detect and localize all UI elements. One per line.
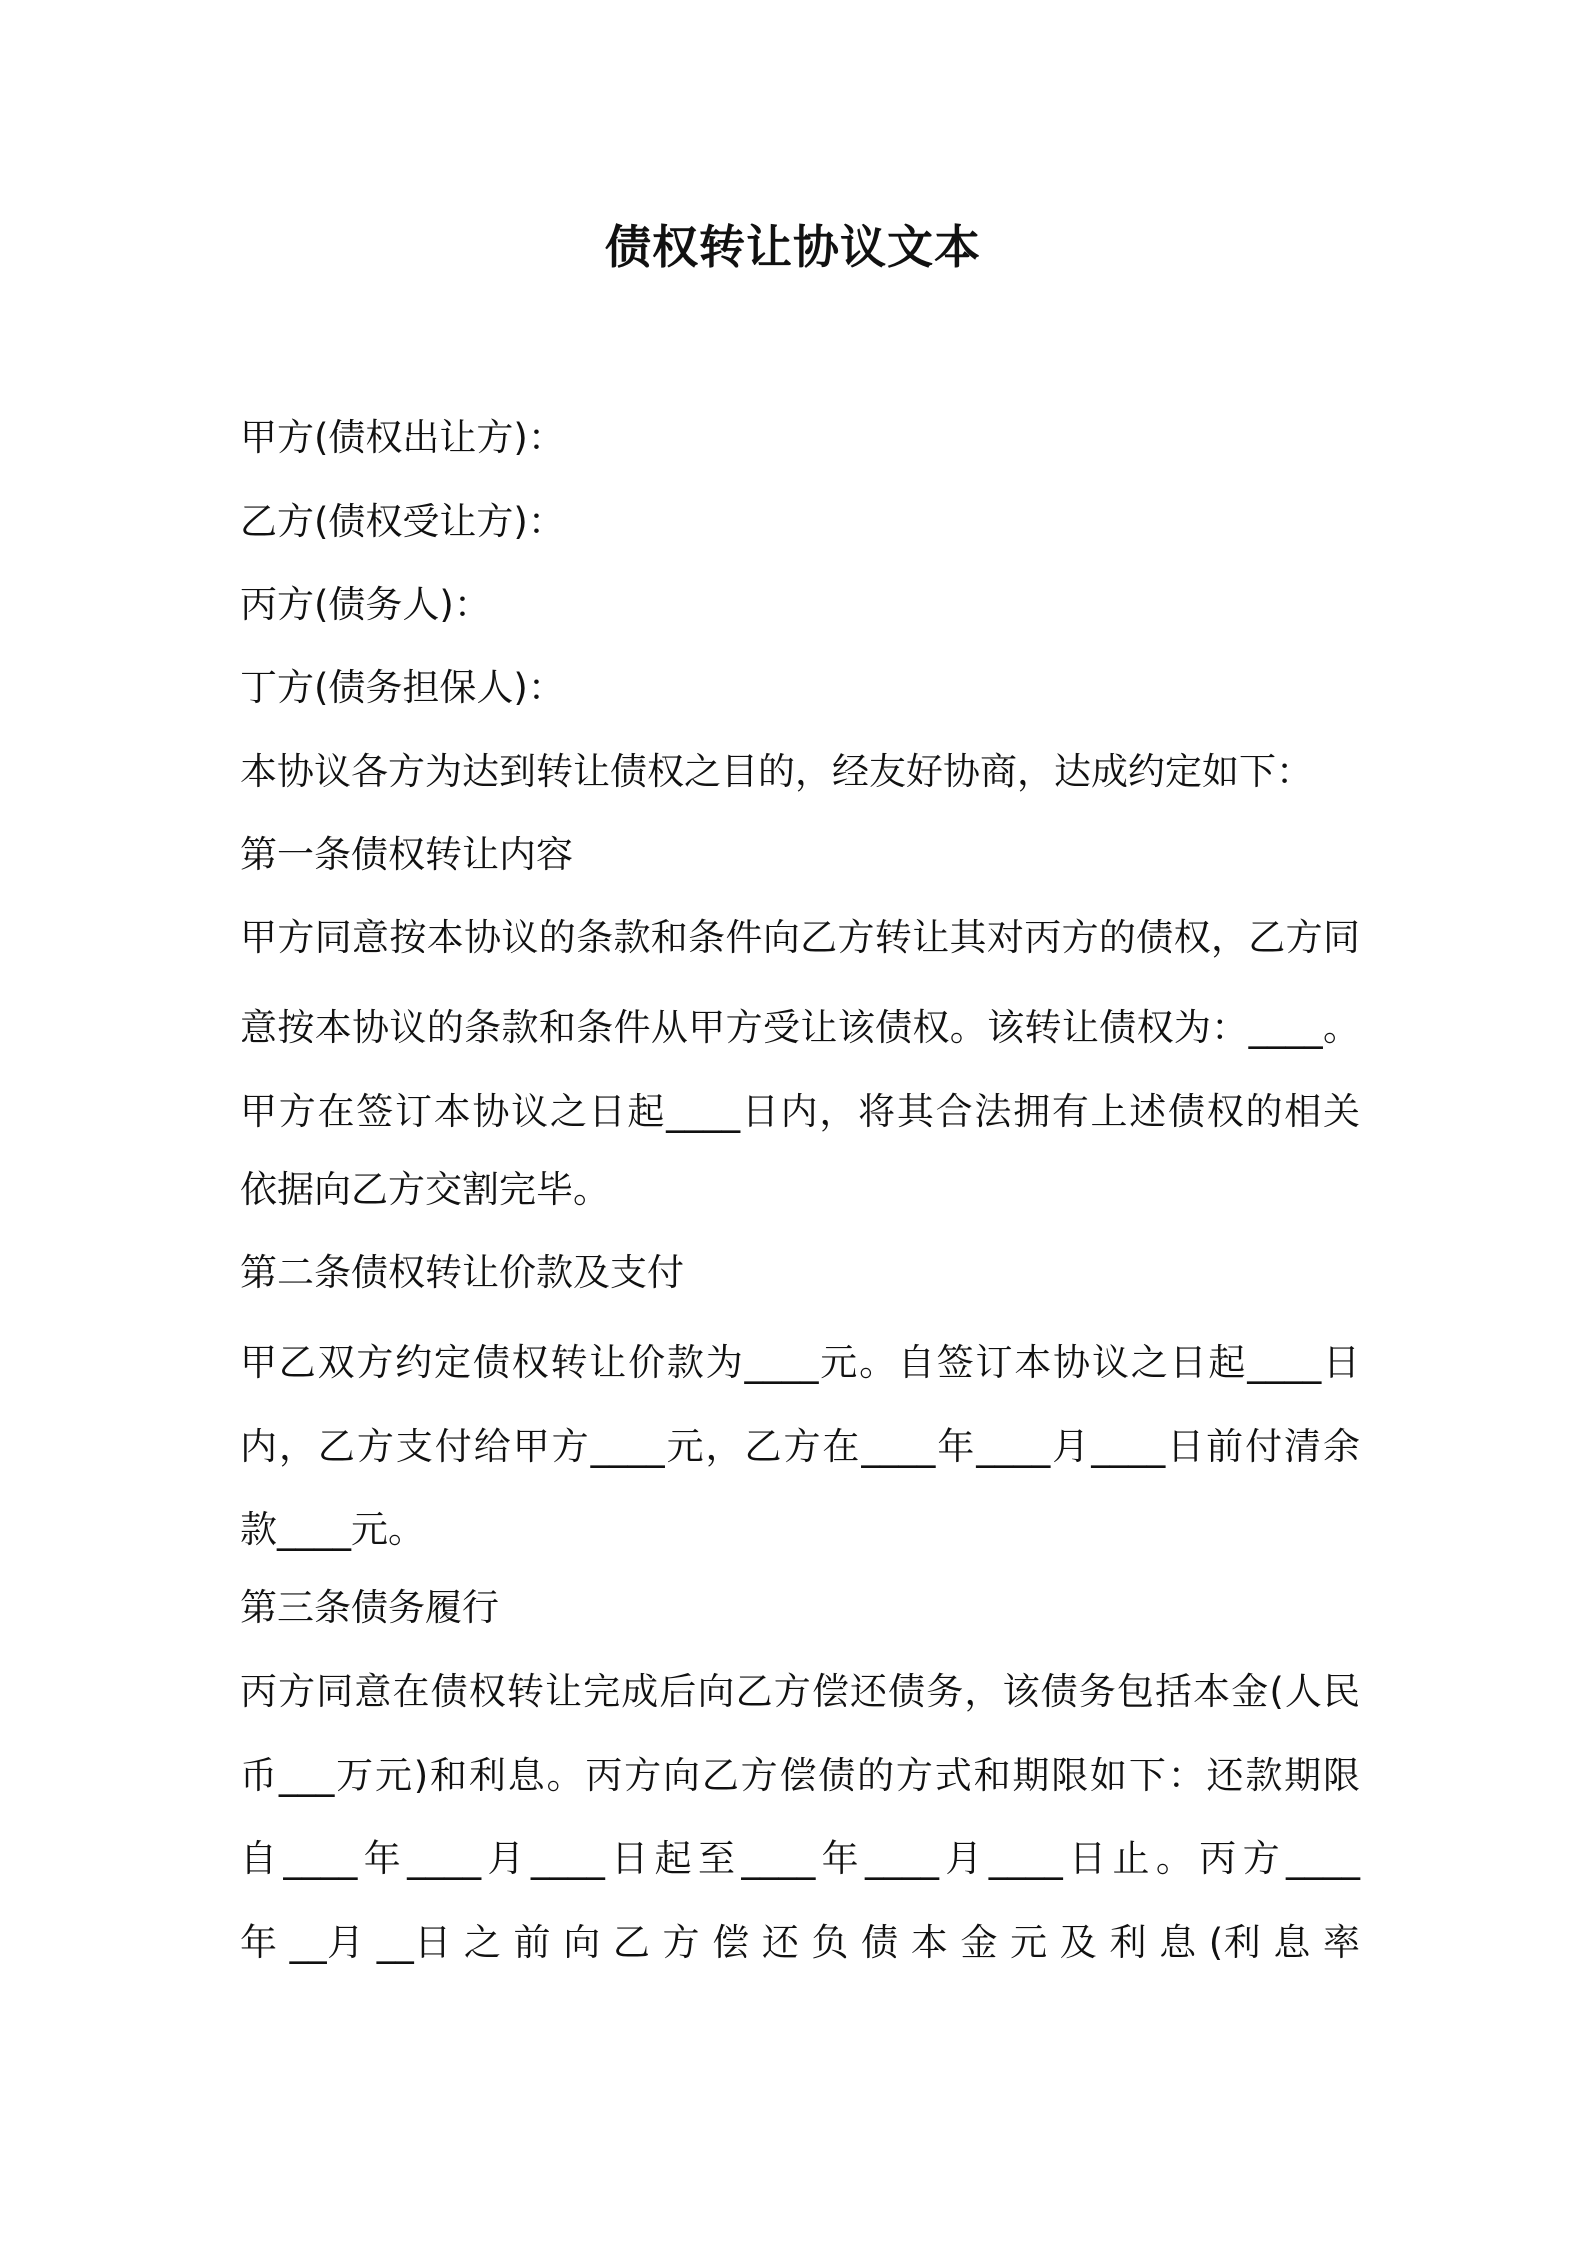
preamble-text: 本协议各方为达到转让债权之目的，经友好协商，达成约定如下： [240,750,1313,793]
article1-line: 甲方在签订本协议之日起____日内，将其合法拥有上述债权的相关 [240,1090,1360,1133]
party-a-line: 甲方(债权出让方)： [240,416,565,459]
document-title: 债权转让协议文本 [605,220,981,274]
article3-line: 币___万元)和利息。丙方向乙方偿债的方式和期限如下：还款期限 [240,1754,1360,1797]
party-d-line: 丁方(债务担保人)： [240,666,565,709]
article3-line: 丙方同意在债权转让完成后向乙方偿还债务，该债务包括本金(人民 [240,1670,1360,1713]
article1-line: 依据向乙方交割完毕。 [240,1168,610,1211]
article2-heading: 第二条债权转让价款及支付 [240,1251,684,1294]
party-b-line: 乙方(债权受让方)： [240,500,565,543]
article1-line: 意按本协议的条款和条件从甲方受让该债权。该转让债权为：____。 [240,1006,1360,1049]
article3-line: 自____年____月____日起至____年____月____日止。丙方____ [240,1837,1360,1880]
party-c-line: 丙方(债务人)： [240,583,491,626]
article2-line: 款____元。 [240,1508,425,1551]
article1-line: 甲方同意按本协议的条款和条件向乙方转让其对丙方的债权，乙方同 [240,916,1360,959]
article2-line: 甲乙双方约定债权转让价款为____元。自签订本协议之日起____日 [240,1341,1360,1384]
article3-heading: 第三条债务履行 [240,1586,499,1629]
article3-line: 年 __月 __日 之 前 向 乙 方 偿 还 负 债 本 金 元 及 利 息 (利 息 率 [240,1921,1360,1964]
article2-line: 内，乙方支付给甲方____元，乙方在____年____月____日前付清余 [240,1425,1360,1468]
article1-heading: 第一条债权转让内容 [240,833,573,876]
